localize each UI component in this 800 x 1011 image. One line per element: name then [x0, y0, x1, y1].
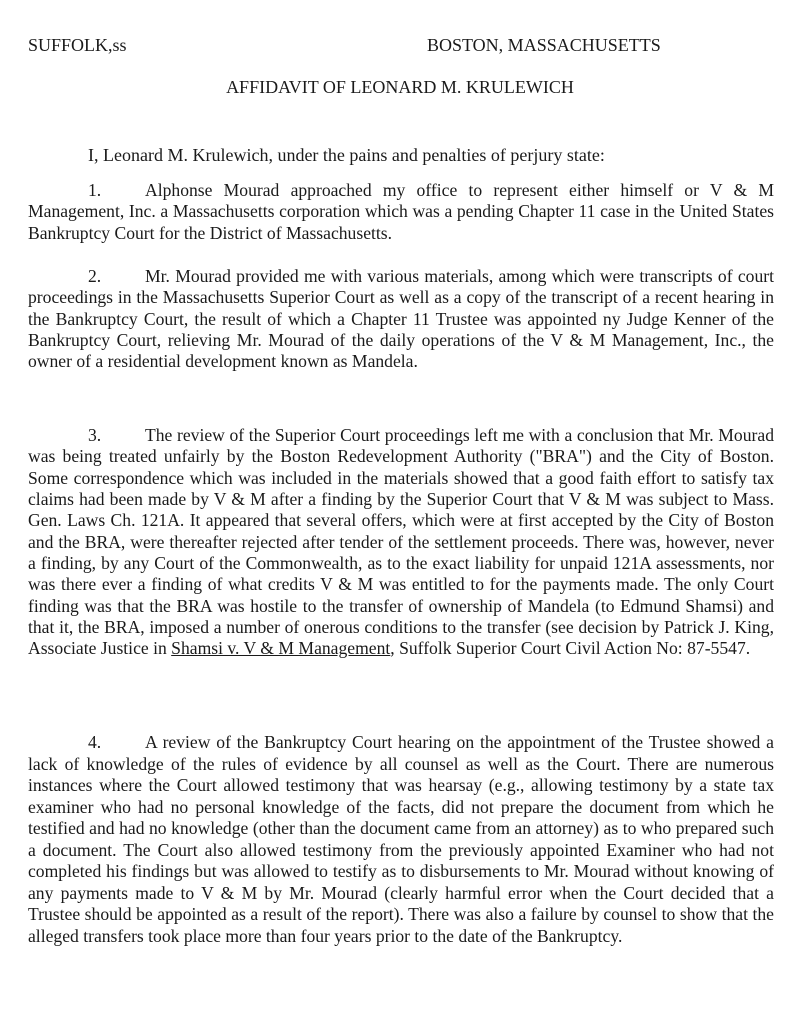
county-venue: SUFFOLK,ss [28, 35, 127, 55]
paragraph-text: The review of the Superior Court proceedings left me with a conclusion that Mr. Mourad was being treated unfairly by the Boston Redevelopment Authority ("BRA") and the City of Boston. Some correspondence which was included in the materials showed that a good faith effort to satisfy tax claims had been made by V & M after a finding by the Superior Court that V & M was subject to Mass. Gen. Laws Ch. 121A. It appeared that several offers, which were at first accepted by the City of Boston and the BRA, were thereafter rejected after tender of the settlement proceeds. There was, however, never a finding, by any Court of the Commonwealth, as to the exact liability for unpaid 121A assessments, nor was there ever a finding of what credits V & M was entitled to for the payments made. The only Court finding was that the BRA was hostile to the transfer of ownership of Mandela (to Edmund Shamsi) and that it, the BRA, imposed a number of onerous conditions to the transfer (see decision by Patrick J. King, Associate Justice in [28, 425, 774, 659]
paragraph-number: 3. [88, 425, 102, 445]
case-citation: Shamsi v. V & M Management [171, 638, 391, 659]
paragraph-3 [28, 425, 774, 660]
paragraph-text: Mr. Mourad provided me with various materials, among which were transcripts of court proceedings in the Massachusetts Superior Court as well as a copy of the transcript of a recent hearing in the Bankruptcy Court, the result of which a Chapter 11 Trustee was appointed ny Judge Kenner of the Bankruptcy Court, relieving Mr. Mourad of the daily operations of the V & M Management, Inc., the owner of a residential development known as Mandela. [28, 266, 774, 372]
paragraph-text: A review of the Bankruptcy Court hearing on the appointment of the Trustee showed a lack of knowledge of the rules of evidence by all counsel as well as the Court. There are numerous instances where the Court allowed testimony that was hearsay (e.g., allowing testimony by a state tax examiner who had no personal knowledge of the facts, did not prepare the document from which he testified and had no knowledge (other than the document came from an attorney) as to who prepared such a document. The Court also allowed testimony from the previously appointed Examiner who had not completed his findings but was allowed to testify as to disbursements to Mr. Mourad without knowing of any payments made to V & M by Mr. Mourad (clearly harmful error when the Court decided that a Trustee should be appointed as a result of the report). There was also a failure by counsel to show that the alleged transfers took place more than four years prior to the date of the Bankruptcy. [28, 732, 774, 946]
paragraph-4 [28, 732, 774, 947]
document-title: AFFIDAVIT OF LEONARD M. KRULEWICH [226, 77, 574, 97]
paragraph-number: 2. [88, 266, 102, 286]
paragraph-number: 1. [88, 180, 102, 200]
paragraph-2 [28, 266, 774, 372]
paragraph-text-end: , Suffolk Superior Court Civil Action No: 87-5547. [390, 638, 751, 659]
intro-statement: I, Leonard M. Krulewich, under the pains and penalties of perjury state: [88, 145, 605, 165]
paragraph-number: 4. [88, 732, 102, 752]
paragraph-text: Alphonse Mourad approached my office to represent either himself or V & M Management, Inc. a Massachusetts corporation which was a pending Chapter 11 case in the United States Bankruptcy Court for the District of Massachusetts. [28, 180, 774, 243]
location-venue: BOSTON, MASSACHUSETTS [427, 35, 661, 55]
paragraph-1 [28, 180, 774, 244]
